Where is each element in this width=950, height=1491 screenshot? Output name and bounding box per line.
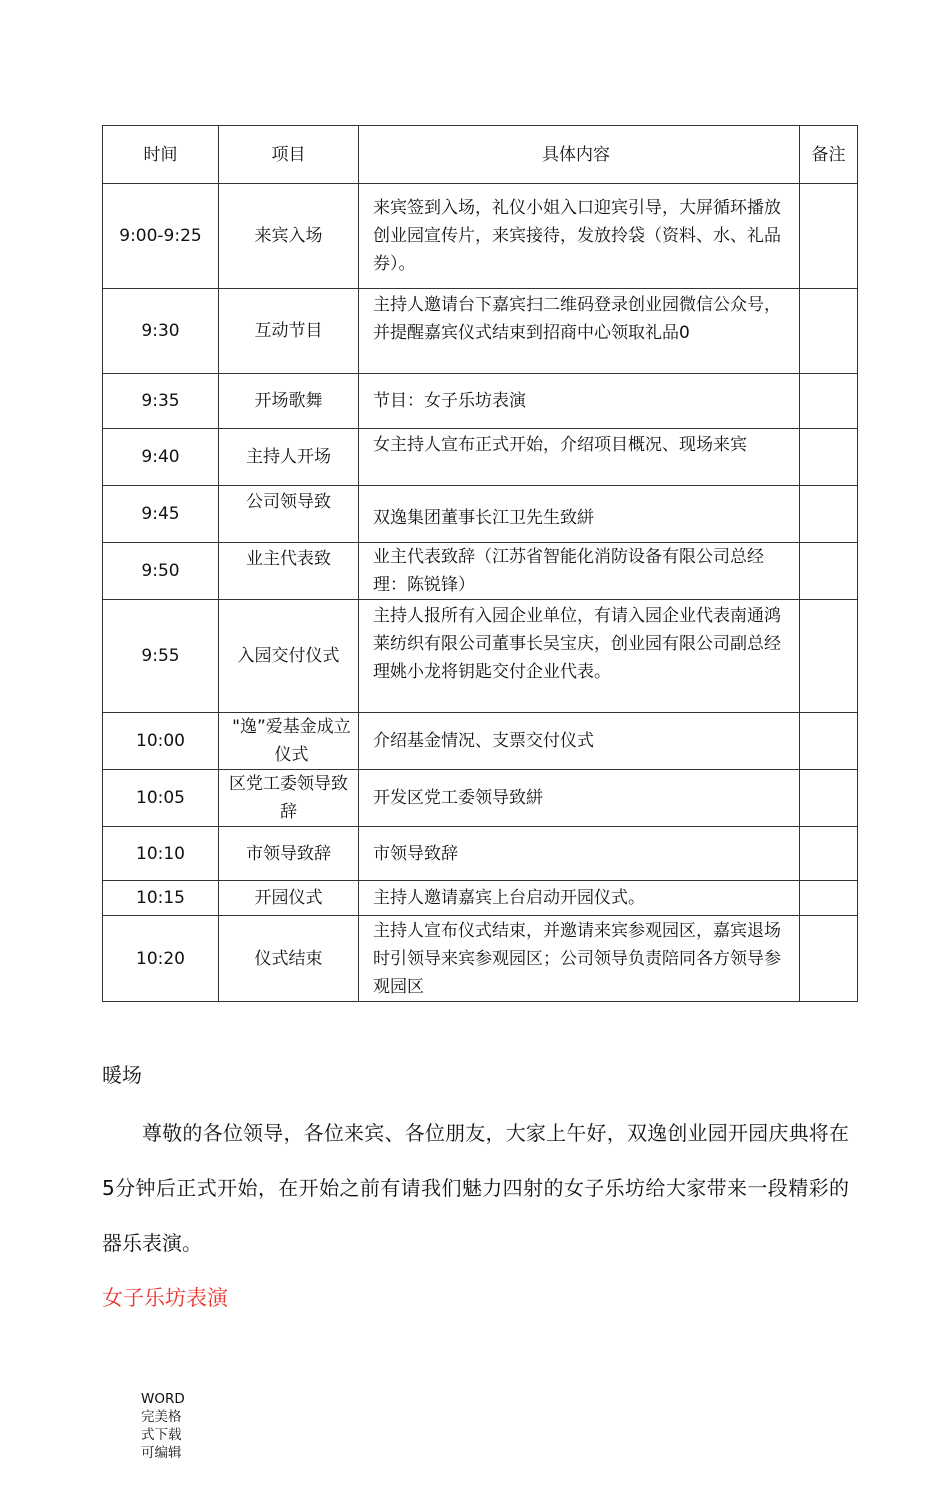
table-row: [103, 486, 858, 543]
row-item: 入园交付仪式: [219, 600, 359, 713]
table-row: [103, 827, 858, 881]
row-note: [800, 916, 858, 1002]
row-item: 互动节目: [219, 289, 359, 374]
row-note: [800, 881, 858, 916]
row-item: 市领导致辞: [219, 827, 359, 881]
row-note: [800, 770, 858, 827]
row-content: 来宾签到入场，礼仪小姐入口迎宾引导，大屏循环播放创业园宣传片，来宾接待，发放拎袋（资料、水、礼品券）。: [359, 184, 800, 289]
row-content: 业主代表致辞（江苏省智能化消防设备有限公司总经理：陈锐锋）: [359, 543, 800, 600]
row-note: [800, 543, 858, 600]
row-time: 9:00-9:25: [103, 184, 219, 289]
row-time: 10:15: [103, 881, 219, 916]
table-row: [103, 543, 858, 600]
row-item: 业主代表致: [219, 543, 359, 600]
row-content: 主持人宣布仪式结束，并邀请来宾参观园区，嘉宾退场时引领导来宾参观园区；公司领导负责陪同各方领导参观园区: [359, 916, 800, 1002]
row-item: "逸”爱基金成立仪式: [219, 713, 359, 770]
row-content: 女主持人宣布正式开始，介绍项目概况、现场来宾: [359, 429, 800, 486]
warmup-paragraph: 尊敬的各位领导，各位来宾、各位朋友，大家上午好，双逸创业园开园庆典将在5分钟后正式开始，在开始之前有请我们魅力四射的女子乐坊给大家带来一段精彩的器乐表演。: [102, 1121, 849, 1255]
row-time: 9:30: [103, 289, 219, 374]
row-content: 双逸集团董事长江卫先生致絣: [359, 486, 800, 543]
row-time: 10:10: [103, 827, 219, 881]
row-time: 9:45: [103, 486, 219, 543]
table-row: [103, 713, 858, 770]
row-note: [800, 184, 858, 289]
row-note: [800, 374, 858, 429]
header-note: 备注: [800, 126, 858, 184]
row-note: [800, 429, 858, 486]
row-time: 9:35: [103, 374, 219, 429]
warmup-heading: 暖场: [102, 1063, 142, 1087]
table-row: [103, 600, 858, 713]
watermark-text: WORD完美格式下载可编辑: [141, 1391, 185, 1461]
row-item: 来宾入场: [219, 184, 359, 289]
row-time: 10:05: [103, 770, 219, 827]
table-header-row: [103, 126, 858, 184]
row-note: [800, 289, 858, 374]
table-row: [103, 374, 858, 429]
table-row: [103, 429, 858, 486]
row-note: [800, 600, 858, 713]
row-note: [800, 827, 858, 881]
row-time: 10:00: [103, 713, 219, 770]
header-content: 具体内容: [359, 126, 800, 184]
row-content: 主持人报所有入园企业单位，有请入园企业代表南通鸿莱纺织有限公司董事长吴宝庆，创业园有限公司副总经理姚小龙将钥匙交付企业代表。: [359, 600, 800, 713]
row-content: 介绍基金情况、支票交付仪式: [359, 713, 800, 770]
row-content: 主持人邀请台下嘉宾扫二维码登录创业园微信公众号，并提醒嘉宾仪式结束到招商中心领取礼品0: [359, 289, 800, 374]
row-time: 9:55: [103, 600, 219, 713]
header-time: 时间: [103, 126, 219, 184]
table-row: [103, 770, 858, 827]
row-item: 开场歌舞: [219, 374, 359, 429]
row-item: 开园仪式: [219, 881, 359, 916]
schedule-table: [102, 125, 858, 1002]
row-content: 市领导致辞: [359, 827, 800, 881]
row-note: [800, 713, 858, 770]
row-time: 9:40: [103, 429, 219, 486]
table-row: [103, 881, 858, 916]
table-row: [103, 184, 858, 289]
table-row: [103, 289, 858, 374]
row-content: 主持人邀请嘉宾上台启动开园仪式。: [359, 881, 800, 916]
row-item: 公司领导致: [219, 486, 359, 543]
row-time: 10:20: [103, 916, 219, 1002]
row-content: 开发区党工委领导致絣: [359, 770, 800, 827]
row-content: 节目：女子乐坊表演: [359, 374, 800, 429]
table-row: [103, 916, 858, 1002]
header-item: 项目: [219, 126, 359, 184]
row-item: 主持人开场: [219, 429, 359, 486]
row-item: 区党工委领导致辞: [219, 770, 359, 827]
performance-heading: 女子乐坊表演: [102, 1286, 228, 1310]
row-time: 9:50: [103, 543, 219, 600]
row-item: 仪式结束: [219, 916, 359, 1002]
row-note: [800, 486, 858, 543]
